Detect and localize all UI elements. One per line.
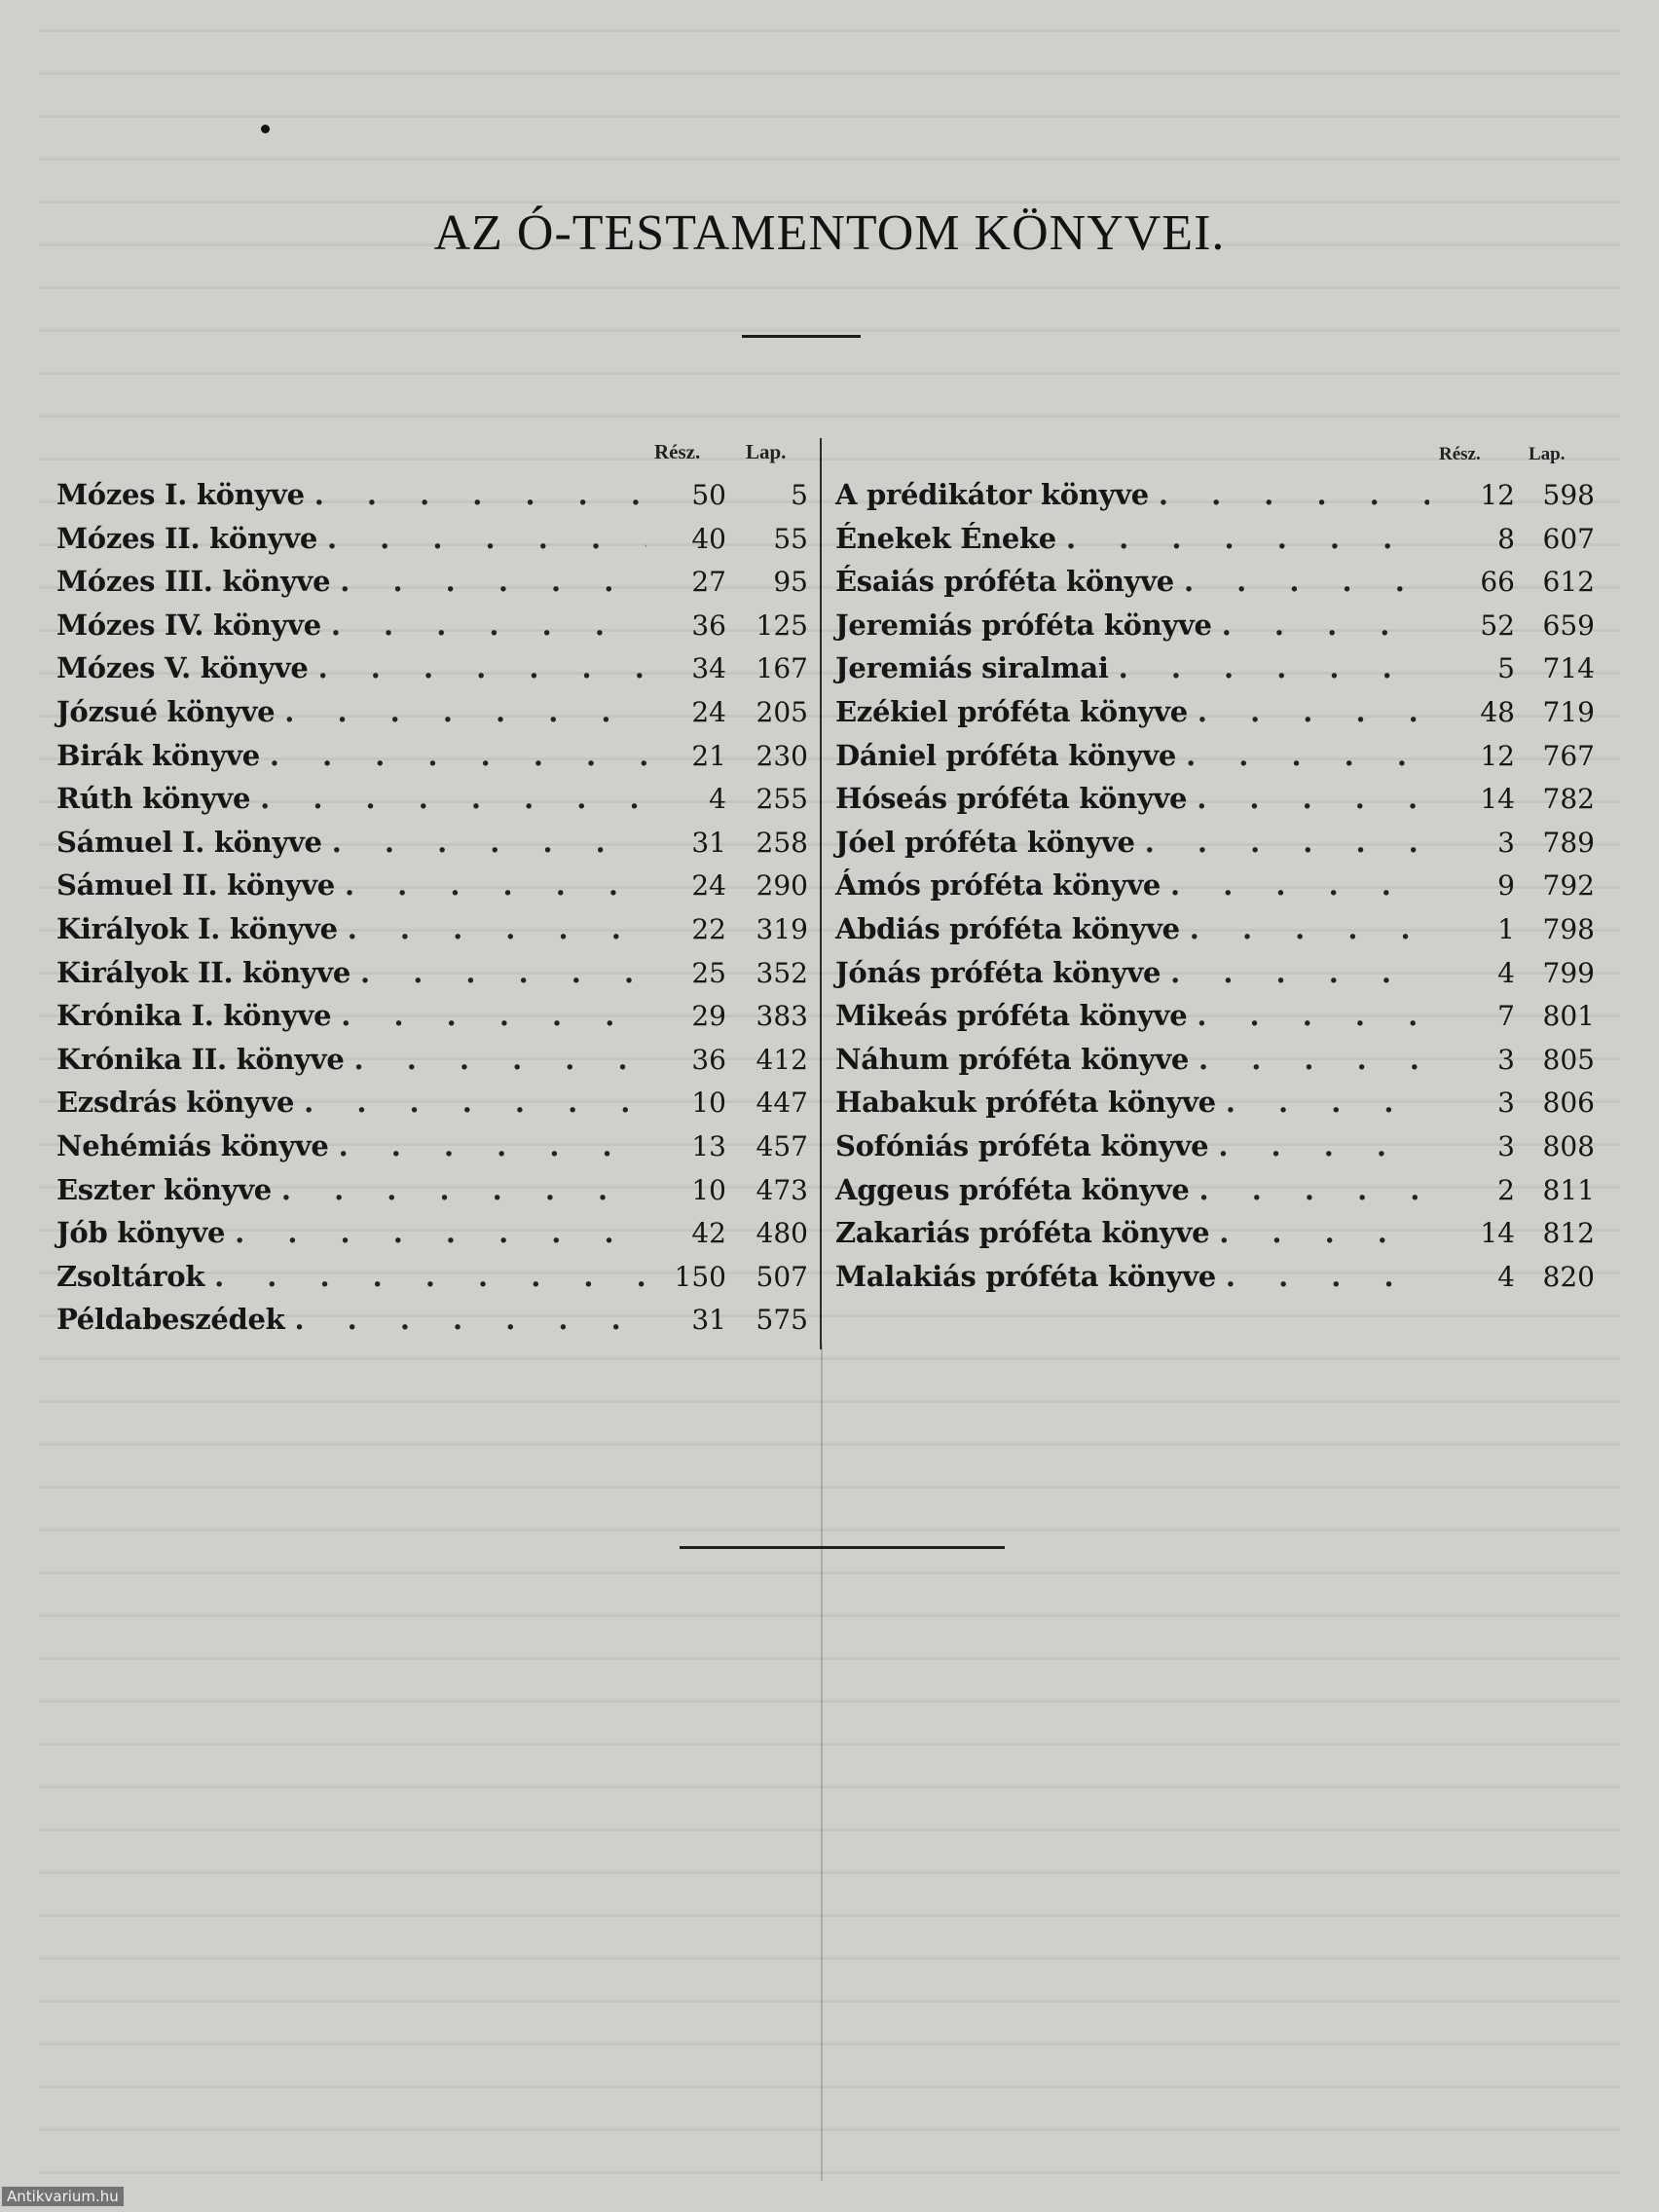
leader-dots [350,956,646,989]
leader-dots [1174,565,1429,598]
book-name: Királyok I. könyve [56,911,338,945]
book-row [835,1216,1595,1260]
book-row [56,999,808,1043]
left-page-header: Lap. [746,440,787,463]
leader-dots [317,522,646,555]
part-count: 52 [1480,608,1515,642]
leader-dots [250,782,646,815]
book-name: Mózes V. könyve [56,651,309,685]
book-name: Ámós próféta könyve [835,868,1161,903]
book-row [56,1303,808,1346]
book-row [56,651,808,695]
book-name: Aggeus próféta könyve [835,1172,1190,1206]
book-name: Ezékiel próféta könyve [835,694,1188,728]
book-row [56,565,808,608]
book-name: Ezsdrás könyve [56,1086,295,1120]
book-name: Sofóniás próféta könyve [835,1128,1209,1162]
book-row [56,478,808,522]
book-row [835,695,1595,739]
leader-dots [345,1043,646,1076]
leader-dots [1056,522,1429,555]
page-number: 230 [756,739,808,772]
book-name: Mózes IV. könyve [56,608,321,642]
leader-dots [260,739,646,772]
leader-dots [225,1216,646,1249]
page-number: 319 [756,912,808,945]
part-count: 4 [1497,956,1515,989]
leader-dots [1212,608,1429,642]
leader-dots [1189,1043,1429,1076]
page-number: 798 [1542,912,1595,945]
leader-dots [275,695,646,728]
page-number: 447 [756,1087,808,1120]
page-title: AZ Ó-TESTAMENTOM KÖNYVEI. [433,205,1226,261]
book-name: Sámuel I. könyve [56,825,322,859]
book-row [835,826,1595,869]
book-row [56,739,808,783]
book-row [56,1043,808,1087]
book-name: Jeremiás siralmai [835,651,1109,685]
book-row [835,478,1595,522]
book-name: Mózes I. könyve [56,478,305,511]
leader-dots [321,608,646,642]
book-row [56,608,808,652]
leader-dots [1209,1216,1429,1249]
book-row [835,999,1595,1043]
page-number: 659 [1542,608,1595,642]
book-name: Sámuel II. könyve [56,868,335,903]
book-row [56,695,808,739]
book-name: Rúth könyve [56,782,251,816]
page-number: 799 [1542,956,1595,989]
bleed-through-column-rule [821,1344,823,2181]
part-count: 3 [1497,1129,1515,1162]
book-name: Náhum próféta könyve [835,1042,1190,1076]
book-name: Krónika II. könyve [56,1042,345,1076]
part-count: 10 [691,1087,726,1120]
page-number: 808 [1542,1129,1595,1162]
part-count: 7 [1497,1000,1515,1033]
leader-dots [1187,782,1429,815]
page-number: 812 [1542,1217,1595,1250]
book-row [835,1043,1595,1087]
book-row [56,912,808,956]
part-count: 36 [691,608,726,642]
book-name: Jób könyve [56,1216,226,1250]
section-end-rule [680,1546,1005,1549]
page-number: 255 [756,783,808,816]
part-count: 8 [1497,522,1515,555]
leader-dots [284,1303,646,1336]
book-row [835,1129,1595,1173]
page-number: 412 [756,1043,808,1076]
page-number: 789 [1542,826,1595,859]
title-underline [742,335,861,338]
page-number: 507 [756,1260,808,1293]
page-number: 352 [756,956,808,989]
page-number: 55 [773,522,808,555]
book-row [56,1260,808,1304]
leader-dots [329,1129,646,1162]
leader-dots [1216,1260,1429,1293]
right-page-header: Lap. [1529,444,1566,464]
part-count: 34 [691,652,726,685]
leader-dots [309,651,646,684]
part-count: 24 [691,695,726,728]
book-row [835,1173,1595,1217]
part-count: 5 [1497,652,1515,685]
part-count: 27 [691,566,726,599]
page-number: 811 [1542,1173,1595,1206]
page-number: 801 [1542,1000,1595,1033]
page-number: 612 [1542,566,1595,599]
book-name: Zsoltárok [56,1259,205,1293]
book-row [56,1173,808,1217]
page-number: 805 [1542,1043,1595,1076]
book-name: Jónás próféta könyve [835,955,1161,989]
page-number: 806 [1542,1087,1595,1120]
book-name: Zakariás próféta könyve [835,1216,1210,1250]
leader-dots [305,478,646,511]
page-number: 95 [773,566,808,599]
book-row [56,956,808,1000]
page-number: 258 [756,826,808,859]
leader-dots [1187,999,1429,1032]
leader-dots [1208,1129,1429,1162]
part-count: 40 [691,522,726,555]
book-row [56,1216,808,1260]
book-row [835,565,1595,608]
part-count: 31 [691,1304,726,1337]
page-number: 792 [1542,869,1595,903]
page-number: 383 [756,1000,808,1033]
leader-dots [1109,651,1429,684]
part-count: 21 [691,739,726,772]
book-row [835,522,1595,566]
page-number: 5 [791,479,808,511]
book-row [835,912,1595,956]
right-book-list [835,478,1595,1303]
book-name: Mikeás próféta könyve [835,999,1188,1033]
book-name: Abdiás próféta könyve [835,911,1180,945]
page-number: 598 [1542,479,1595,511]
leader-dots [331,999,646,1032]
book-name: Mózes III. könyve [56,565,331,599]
part-count: 3 [1497,826,1515,859]
part-count: 31 [691,826,726,859]
page-number: 457 [756,1129,808,1162]
leader-dots [1216,1086,1429,1119]
page-number: 125 [756,608,808,642]
part-count: 50 [691,479,726,511]
leader-dots [1190,1173,1430,1206]
book-name: Malakiás próféta könyve [835,1259,1216,1293]
book-name: Jóel próféta könyve [835,825,1135,859]
book-row [835,739,1595,783]
leader-dots [1161,956,1429,989]
part-count: 12 [1480,479,1515,511]
book-name: Példabeszédek [56,1303,285,1337]
book-row [835,1260,1595,1304]
part-count: 4 [1497,1260,1515,1293]
page-number: 767 [1542,739,1595,772]
book-row [835,782,1595,826]
part-count: 36 [691,1043,726,1076]
leader-dots [1161,868,1429,902]
part-count: 150 [674,1260,726,1293]
watermark: Antikvarium.hu [2,2187,124,2206]
book-name: Dániel próféta könyve [835,738,1177,772]
part-count: 14 [1480,783,1515,816]
book-row [56,826,808,869]
leader-dots [1149,478,1429,511]
page-number: 719 [1542,695,1595,728]
book-row [835,651,1595,695]
left-book-list [56,478,808,1346]
part-count: 13 [691,1129,726,1162]
leader-dots [1188,695,1429,728]
page-number: 480 [756,1217,808,1250]
book-name: Énekek Éneke [835,521,1056,555]
book-name: Józsué könyve [56,694,276,728]
book-name: Krónika I. könyve [56,999,332,1033]
book-name: A prédikátor könyve [835,478,1149,511]
part-count: 66 [1480,566,1515,599]
part-count: 1 [1497,912,1515,945]
leader-dots [338,912,646,945]
book-name: Hóseás próféta könyve [835,782,1188,816]
part-count: 3 [1497,1043,1515,1076]
leader-dots [335,868,646,902]
ink-dot [261,125,270,133]
part-count: 4 [709,783,726,816]
book-row [835,868,1595,912]
book-row [56,782,808,826]
book-row [56,868,808,912]
book-row [835,1086,1595,1129]
page-number: 714 [1542,652,1595,685]
part-count: 14 [1480,1217,1515,1250]
leader-dots [322,826,646,859]
leader-dots [294,1086,646,1119]
page-number: 205 [756,695,808,728]
book-name: Eszter könyve [56,1172,272,1206]
right-part-header: Rész. [1439,444,1481,464]
part-count: 24 [691,869,726,903]
left-part-header: Rész. [654,440,701,463]
part-count: 48 [1480,695,1515,728]
book-name: Mózes II. könyve [56,521,317,555]
part-count: 10 [691,1173,726,1206]
book-name: Habakuk próféta könyve [835,1086,1216,1120]
column-divider [820,438,822,1349]
book-row [56,1086,808,1129]
part-count: 22 [691,912,726,945]
part-count: 42 [691,1217,726,1250]
leader-dots [1176,739,1429,772]
leader-dots [330,565,646,598]
part-count: 25 [691,956,726,989]
leader-dots [204,1260,646,1293]
page-number: 820 [1542,1260,1595,1293]
leader-dots [1180,912,1429,945]
book-row [56,522,808,566]
book-name: Ésaiás próféta könyve [835,565,1174,599]
leader-dots [272,1173,646,1206]
page-number: 782 [1542,783,1595,816]
part-count: 12 [1480,739,1515,772]
part-count: 2 [1497,1173,1515,1206]
book-name: Nehémiás könyve [56,1128,329,1162]
part-count: 3 [1497,1087,1515,1120]
page-number: 575 [756,1304,808,1337]
book-row [835,956,1595,1000]
book-name: Birák könyve [56,738,260,772]
page-number: 607 [1542,522,1595,555]
leader-dots [1135,826,1429,859]
part-count: 29 [691,1000,726,1033]
part-count: 9 [1497,869,1515,903]
book-name: Jeremiás próféta könyve [835,608,1212,642]
page-number: 290 [756,869,808,903]
book-name: Királyok II. könyve [56,955,350,989]
book-row [835,608,1595,652]
page-number: 167 [756,652,808,685]
book-row [56,1129,808,1173]
page-number: 473 [756,1173,808,1206]
